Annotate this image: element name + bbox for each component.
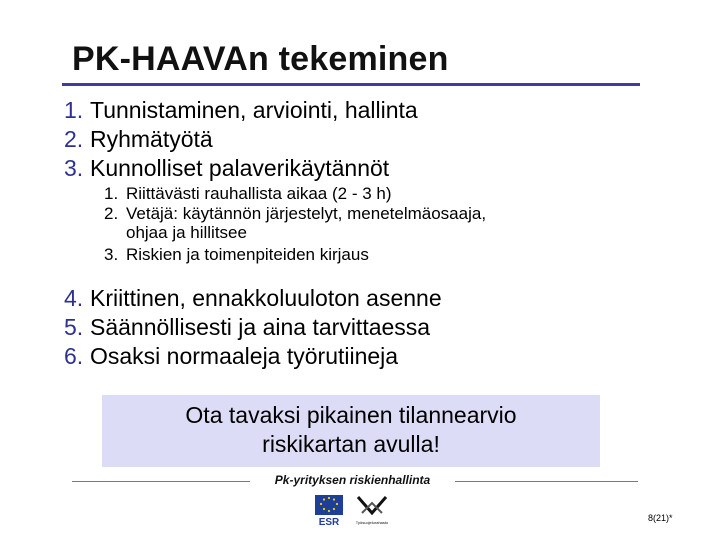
tyosuojelurahasto-logo-text: Työsuojelurahasto [355, 520, 389, 525]
sub-item-number: 2. [104, 204, 119, 223]
sub-list-item [104, 184, 486, 204]
footer-title: Pk-yrityksen riskienhallinta [250, 470, 455, 490]
sub-item-text: Vetäjä: käytännön järjestelyt, menetelmäosaaja, [126, 204, 487, 223]
item-text: Säännöllisesti ja aina tarvittaessa [90, 314, 431, 340]
main-list [64, 96, 418, 183]
item-number: 5. [64, 314, 84, 340]
title-underline [62, 83, 640, 86]
list-item [64, 125, 418, 154]
list-item [64, 96, 418, 125]
list-item [64, 313, 442, 342]
callout-line-1: Ota tavaksi pikainen tilannearvio [185, 402, 517, 428]
item-number: 6. [64, 343, 84, 369]
esr-logo [312, 495, 346, 527]
page-number: 8(21)* [648, 513, 673, 523]
item-number: 3. [64, 155, 84, 181]
item-number: 4. [64, 285, 84, 311]
sub-list-item [104, 245, 486, 265]
item-number: 2. [64, 126, 84, 152]
list-item [64, 342, 442, 371]
item-text: Kriittinen, ennakkoluuloton asenne [90, 285, 442, 311]
item-text: Tunnistaminen, arviointi, hallinta [90, 97, 418, 123]
tyosuojelurahasto-logo [352, 495, 392, 527]
sub-item-text: Riskien ja toimenpiteiden kirjaus [126, 245, 369, 264]
main-list-continued [64, 284, 442, 371]
sub-item-number: 3. [104, 245, 119, 264]
esr-logo-text: ESR [318, 517, 340, 527]
sub-item-continuation: ohjaa ja hillitsee [126, 223, 247, 242]
item-text: Ryhmätyötä [90, 126, 213, 152]
item-text: Kunnolliset palaverikäytännöt [90, 155, 390, 181]
item-text: Osaksi normaaleja työrutiineja [90, 343, 399, 369]
sub-list-item [104, 204, 486, 241]
callout-line-2: riskikartan avulla! [262, 431, 440, 457]
sub-item-text: Riittävästi rauhallista aikaa (2 - 3 h) [126, 184, 392, 203]
sub-list [104, 184, 486, 265]
slide-title: PK-HAAVAn tekeminen [72, 40, 449, 78]
callout-box [102, 395, 600, 467]
item-number: 1. [64, 97, 84, 123]
list-item [64, 284, 442, 313]
sub-item-number: 1. [104, 184, 119, 203]
list-item [64, 154, 418, 183]
